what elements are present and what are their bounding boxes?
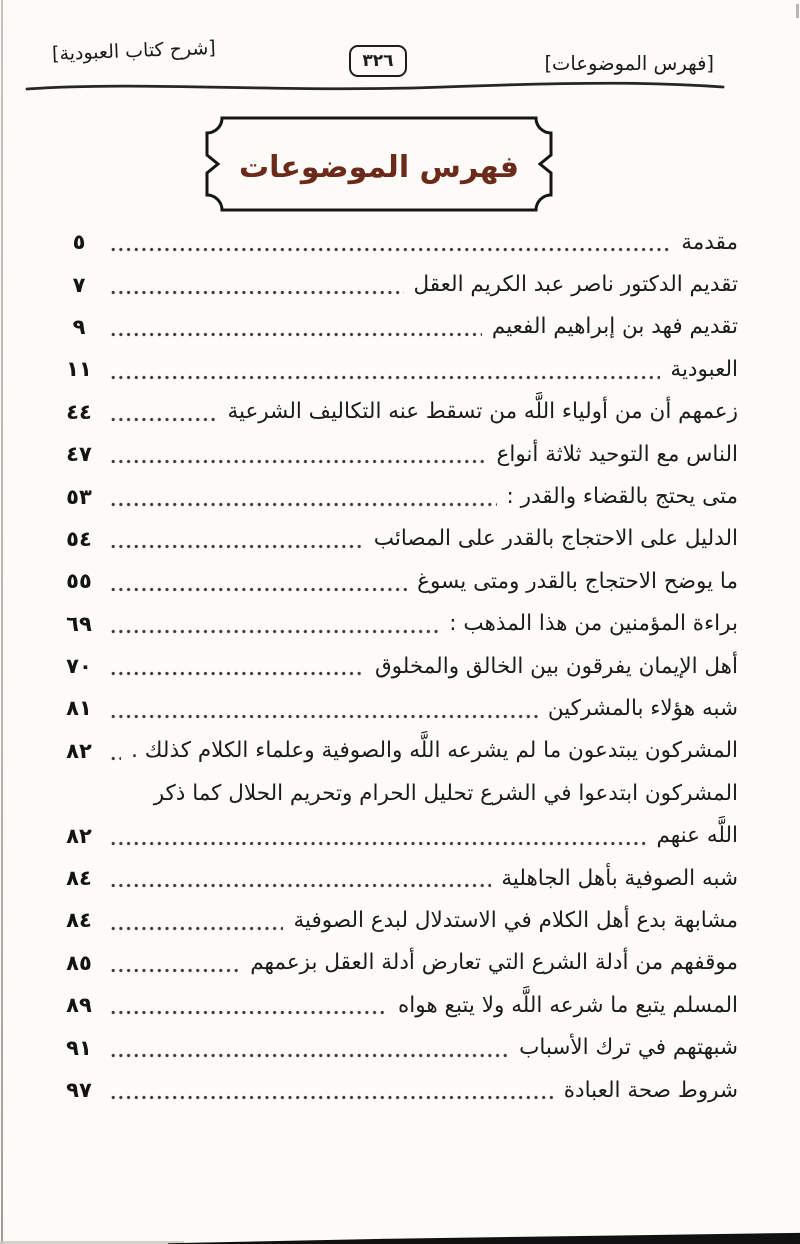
toc-row (57, 306, 738, 348)
dot-leader (111, 1094, 554, 1101)
dot-leader (111, 543, 364, 550)
page-number: ٣٢٦ (362, 51, 394, 71)
scan-edge-top-right (796, 4, 799, 18)
toc-entry-title: اللَّه عنهم (656, 823, 738, 849)
page-title: فهرس الموضوعات (238, 149, 520, 185)
dot-leader (111, 840, 646, 847)
toc-entry-page-number: ٤٤ (66, 399, 92, 424)
page-number-box (349, 45, 407, 77)
dot-leader (111, 289, 404, 296)
toc-entry-page-number: ٨٤ (66, 908, 92, 933)
toc-row (57, 772, 738, 814)
toc-entry-page-number: ٥ (72, 230, 86, 255)
dot-leader (111, 501, 497, 508)
toc-row (57, 1026, 738, 1068)
toc-entry-title: براءة المؤمنين من هذا المذهب : (449, 611, 738, 637)
dot-leader (111, 925, 283, 932)
scan-edge-left (1, 0, 3, 1244)
toc-entry-title: شروط صحة العبادة (563, 1077, 738, 1103)
toc-entry-title: مقدمة (681, 229, 738, 255)
dot-leader (111, 1052, 509, 1059)
toc-row (57, 348, 738, 390)
dot-leader (111, 713, 538, 720)
toc-entry-page-number: ٤٧ (66, 442, 92, 467)
toc-entry-page-number: ١١ (66, 357, 92, 382)
toc-row (57, 263, 738, 305)
toc-row (57, 984, 738, 1026)
toc-entry-title: تقديم فهد بن إبراهيم الفعيم (491, 314, 738, 340)
toc-entry-title: موقفهم من أدلة الشرع التي تعارض أدلة العقل بزعمهم (250, 950, 738, 976)
toc-entry-title: زعمهم أن من أولياء اللَّه من تسقط عنه التكاليف الشرعية (227, 399, 738, 425)
dot-leader (111, 586, 407, 593)
header-divider-rule (24, 78, 726, 96)
toc-row (57, 433, 738, 475)
toc-entry-title: المسلم يتبع ما شرعه اللَّه ولا يتبع هواه (397, 992, 738, 1018)
toc-entry-title: مشابهة بدع أهل الكلام في الاستدلال لبدع الصوفية (293, 907, 738, 933)
toc-row (57, 603, 738, 645)
toc-row (57, 687, 738, 729)
toc-row (57, 518, 738, 560)
toc-entry-page-number: ٩٧ (66, 1078, 92, 1102)
toc-entry-title: المشركون يبتدعون ما لم يشرعه اللَّه والصوفية وعلماء الكلام كذلك . (131, 738, 738, 764)
toc-row (57, 857, 738, 899)
toc-entry-title: تقديم الدكتور ناصر عبد الكريم العقل (413, 272, 738, 298)
toc-entry-title: الدليل على الاحتجاج بالقدر على المصائب (373, 526, 738, 552)
toc-row (57, 899, 738, 941)
toc-row (57, 730, 738, 772)
toc-entry-title: شبهتهم في ترك الأسباب (519, 1035, 738, 1061)
toc-row (57, 221, 738, 263)
dot-leader (111, 628, 439, 635)
toc-entry-page-number: ٥٥ (66, 569, 92, 594)
toc-entry-page-number: ٩ (72, 314, 86, 339)
toc-row (57, 645, 738, 687)
toc-row (57, 391, 738, 433)
toc-entry-title: ما يوضح الاحتجاج بالقدر ومتى يسوغ (417, 568, 738, 594)
toc-row (57, 814, 738, 856)
toc-entry-title: الناس مع التوحيد ثلاثة أنواع (496, 441, 738, 467)
dot-leader (111, 967, 240, 974)
toc-entry-title: شبه هؤلاء بالمشركين (547, 695, 738, 721)
toc-entry-page-number: ٧ (72, 272, 86, 297)
toc-entry-page-number: ٨١ (66, 696, 92, 721)
toc-row (57, 942, 738, 984)
toc-entry-page-number: ٨٢ (66, 823, 92, 848)
toc-row (57, 475, 738, 517)
toc-row (57, 1069, 738, 1111)
dot-leader (111, 1009, 388, 1016)
toc-entry-page-number: ٨٥ (66, 950, 92, 975)
dot-leader (111, 246, 671, 253)
toc-entry-page-number: ٩١ (66, 1035, 92, 1060)
toc-row (57, 560, 738, 602)
running-title-left: [شرح كتاب العبودية] (51, 36, 217, 66)
section-title-cartouche (204, 115, 554, 213)
toc-entry-page-number: ٥٤ (66, 526, 92, 551)
dot-leader (111, 755, 121, 762)
toc-entry-title: العبودية (670, 356, 738, 382)
running-title-right: [فهرس الموضوعات] (544, 52, 714, 75)
toc-entry-page-number: ٦٩ (66, 611, 92, 636)
dot-leader (111, 670, 365, 677)
dot-leader (111, 416, 217, 423)
toc-entry-title: متى يحتج بالقضاء والقدر : (506, 484, 738, 510)
toc-entry-page-number: ٨٩ (66, 993, 92, 1018)
toc-entry-page-number: ٧٠ (66, 654, 92, 679)
dot-leader (111, 882, 491, 889)
toc-entry-title: المشركون ابتدعوا في الشرع تحليل الحرام وتحريم الحلال كما ذكر (153, 780, 738, 806)
dot-leader (111, 331, 482, 338)
toc-entry-page-number: ٥٣ (66, 484, 92, 509)
toc-entry-page-number: ٨٢ (66, 738, 92, 763)
toc-entry-title: أهل الإيمان يفرقون بين الخالق والمخلوق (374, 653, 738, 679)
dot-leader (111, 458, 487, 465)
toc-list (57, 221, 738, 1111)
toc-entry-page-number: ٨٤ (66, 866, 92, 891)
toc-entry-title: شبه الصوفية بأهل الجاهلية (501, 865, 738, 891)
dot-leader (111, 374, 660, 381)
